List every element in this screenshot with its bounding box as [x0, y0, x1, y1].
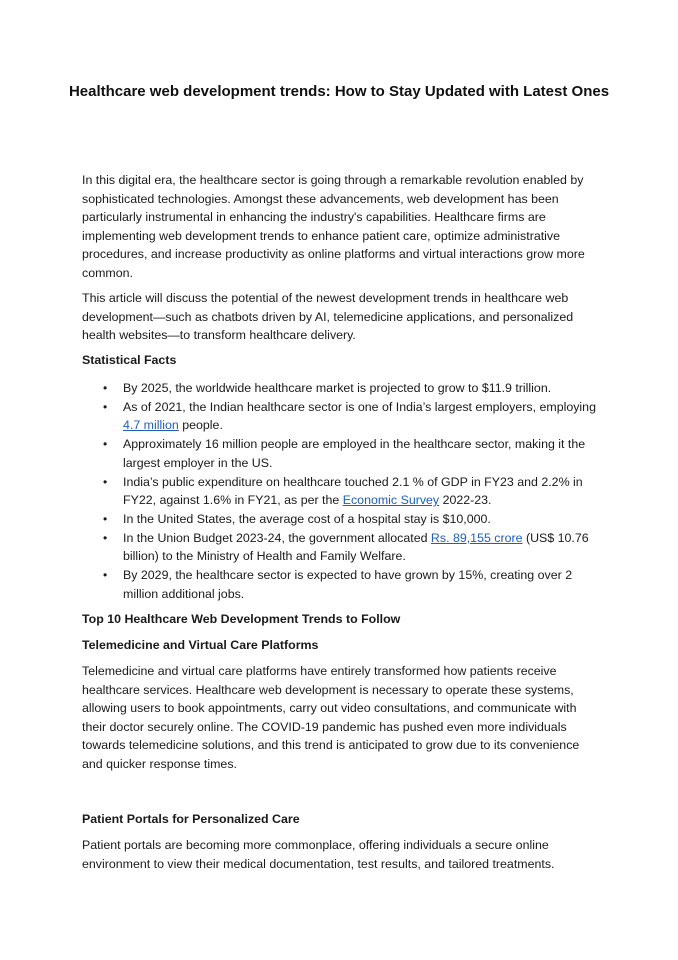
bullet-icon: • — [103, 568, 108, 583]
bullet-icon: • — [103, 474, 108, 489]
list-item: • By 2029, the healthcare sector is expected to have grown by 15%, creating over 2 million additional jobs. — [103, 568, 573, 601]
telemedicine-heading: Telemedicine and Virtual Care Platforms — [82, 638, 319, 652]
statistical-facts-heading: Statistical Facts — [82, 353, 177, 367]
list-item: • Approximately 16 million people are employed in the healthcare sector, making it the largest employer in the US. — [103, 437, 586, 470]
article-scope-paragraph: This article will discuss the potential of the newest development trends in healthcare web development—such as chatbots driven by AI, telemedicine applications, and personalized health websites—to transform healthcare delivery. — [82, 291, 574, 343]
employment-figure-link[interactable]: 4.7 million — [123, 418, 179, 433]
telemedicine-paragraph: Telemedicine and virtual care platforms have entirely transformed how patients receive healthcare services. Healthcare web development is necessary to operate these systems, allowing users to book appointments, carry out video consultations, and communicate with their doctor securely online. The COVID-19 pandemic has pushed even more individuals towards telemedicine solutions, and this trend is anticipated to grow due to its convenience and quicker response times. — [82, 664, 580, 771]
list-item: • By 2025, the worldwide healthcare market is projected to grow to $11.9 trillion. — [82, 379, 602, 398]
statistical-facts-list — [82, 379, 602, 603]
list-item: • In the Union Budget 2023-24, the government allocated Rs. 89,155 crore (US$ 10.76 billion) to the Ministry of Health and Family Welfare. — [103, 530, 589, 564]
bullet-icon: • — [103, 530, 108, 545]
list-item: • As of 2021, the Indian healthcare sector is one of India’s largest employers, employing 4.7 million people. — [103, 399, 596, 433]
bullet-icon: • — [103, 511, 108, 526]
bullet-icon: • — [103, 399, 108, 414]
page-title: Healthcare web development trends: How to Stay Updated with Latest Ones — [68, 83, 610, 100]
patient-portals-heading: Patient Portals for Personalized Care — [82, 812, 300, 826]
budget-allocation-link[interactable]: Rs. 89,155 crore — [430, 530, 523, 545]
bullet-icon: • — [103, 381, 108, 395]
list-item: • In the United States, the average cost of a hospital stay is $10,000. — [82, 510, 602, 529]
economic-survey-link[interactable]: Economic Survey — [342, 493, 440, 508]
list-item: • India’s public expenditure on healthcare touched 2.1 % of GDP in FY23 and 2.2% in FY22, against 1.6% in FY21, as per the Economic Survey 2022-23. — [103, 474, 583, 508]
trends-heading: Top 10 Healthcare Web Development Trends to Follow — [82, 612, 401, 626]
patient-portals-paragraph: Patient portals are becoming more commonplace, offering individuals a secure online environment to view their medical documentation, test results, and tailored treatments. — [82, 838, 555, 871]
bullet-icon: • — [103, 437, 108, 452]
intro-paragraph: In this digital era, the healthcare sector is going through a remarkable revolution enabled by sophisticated technologies. Amongst these advancements, web development has been particularly instrumental in enhancing the industry's capabilities. Healthcare firms are implementing web development trends to enhance patient care, optimize administrative procedures, and increase productivity as online platforms and virtual interactions grow more common. — [82, 173, 585, 280]
